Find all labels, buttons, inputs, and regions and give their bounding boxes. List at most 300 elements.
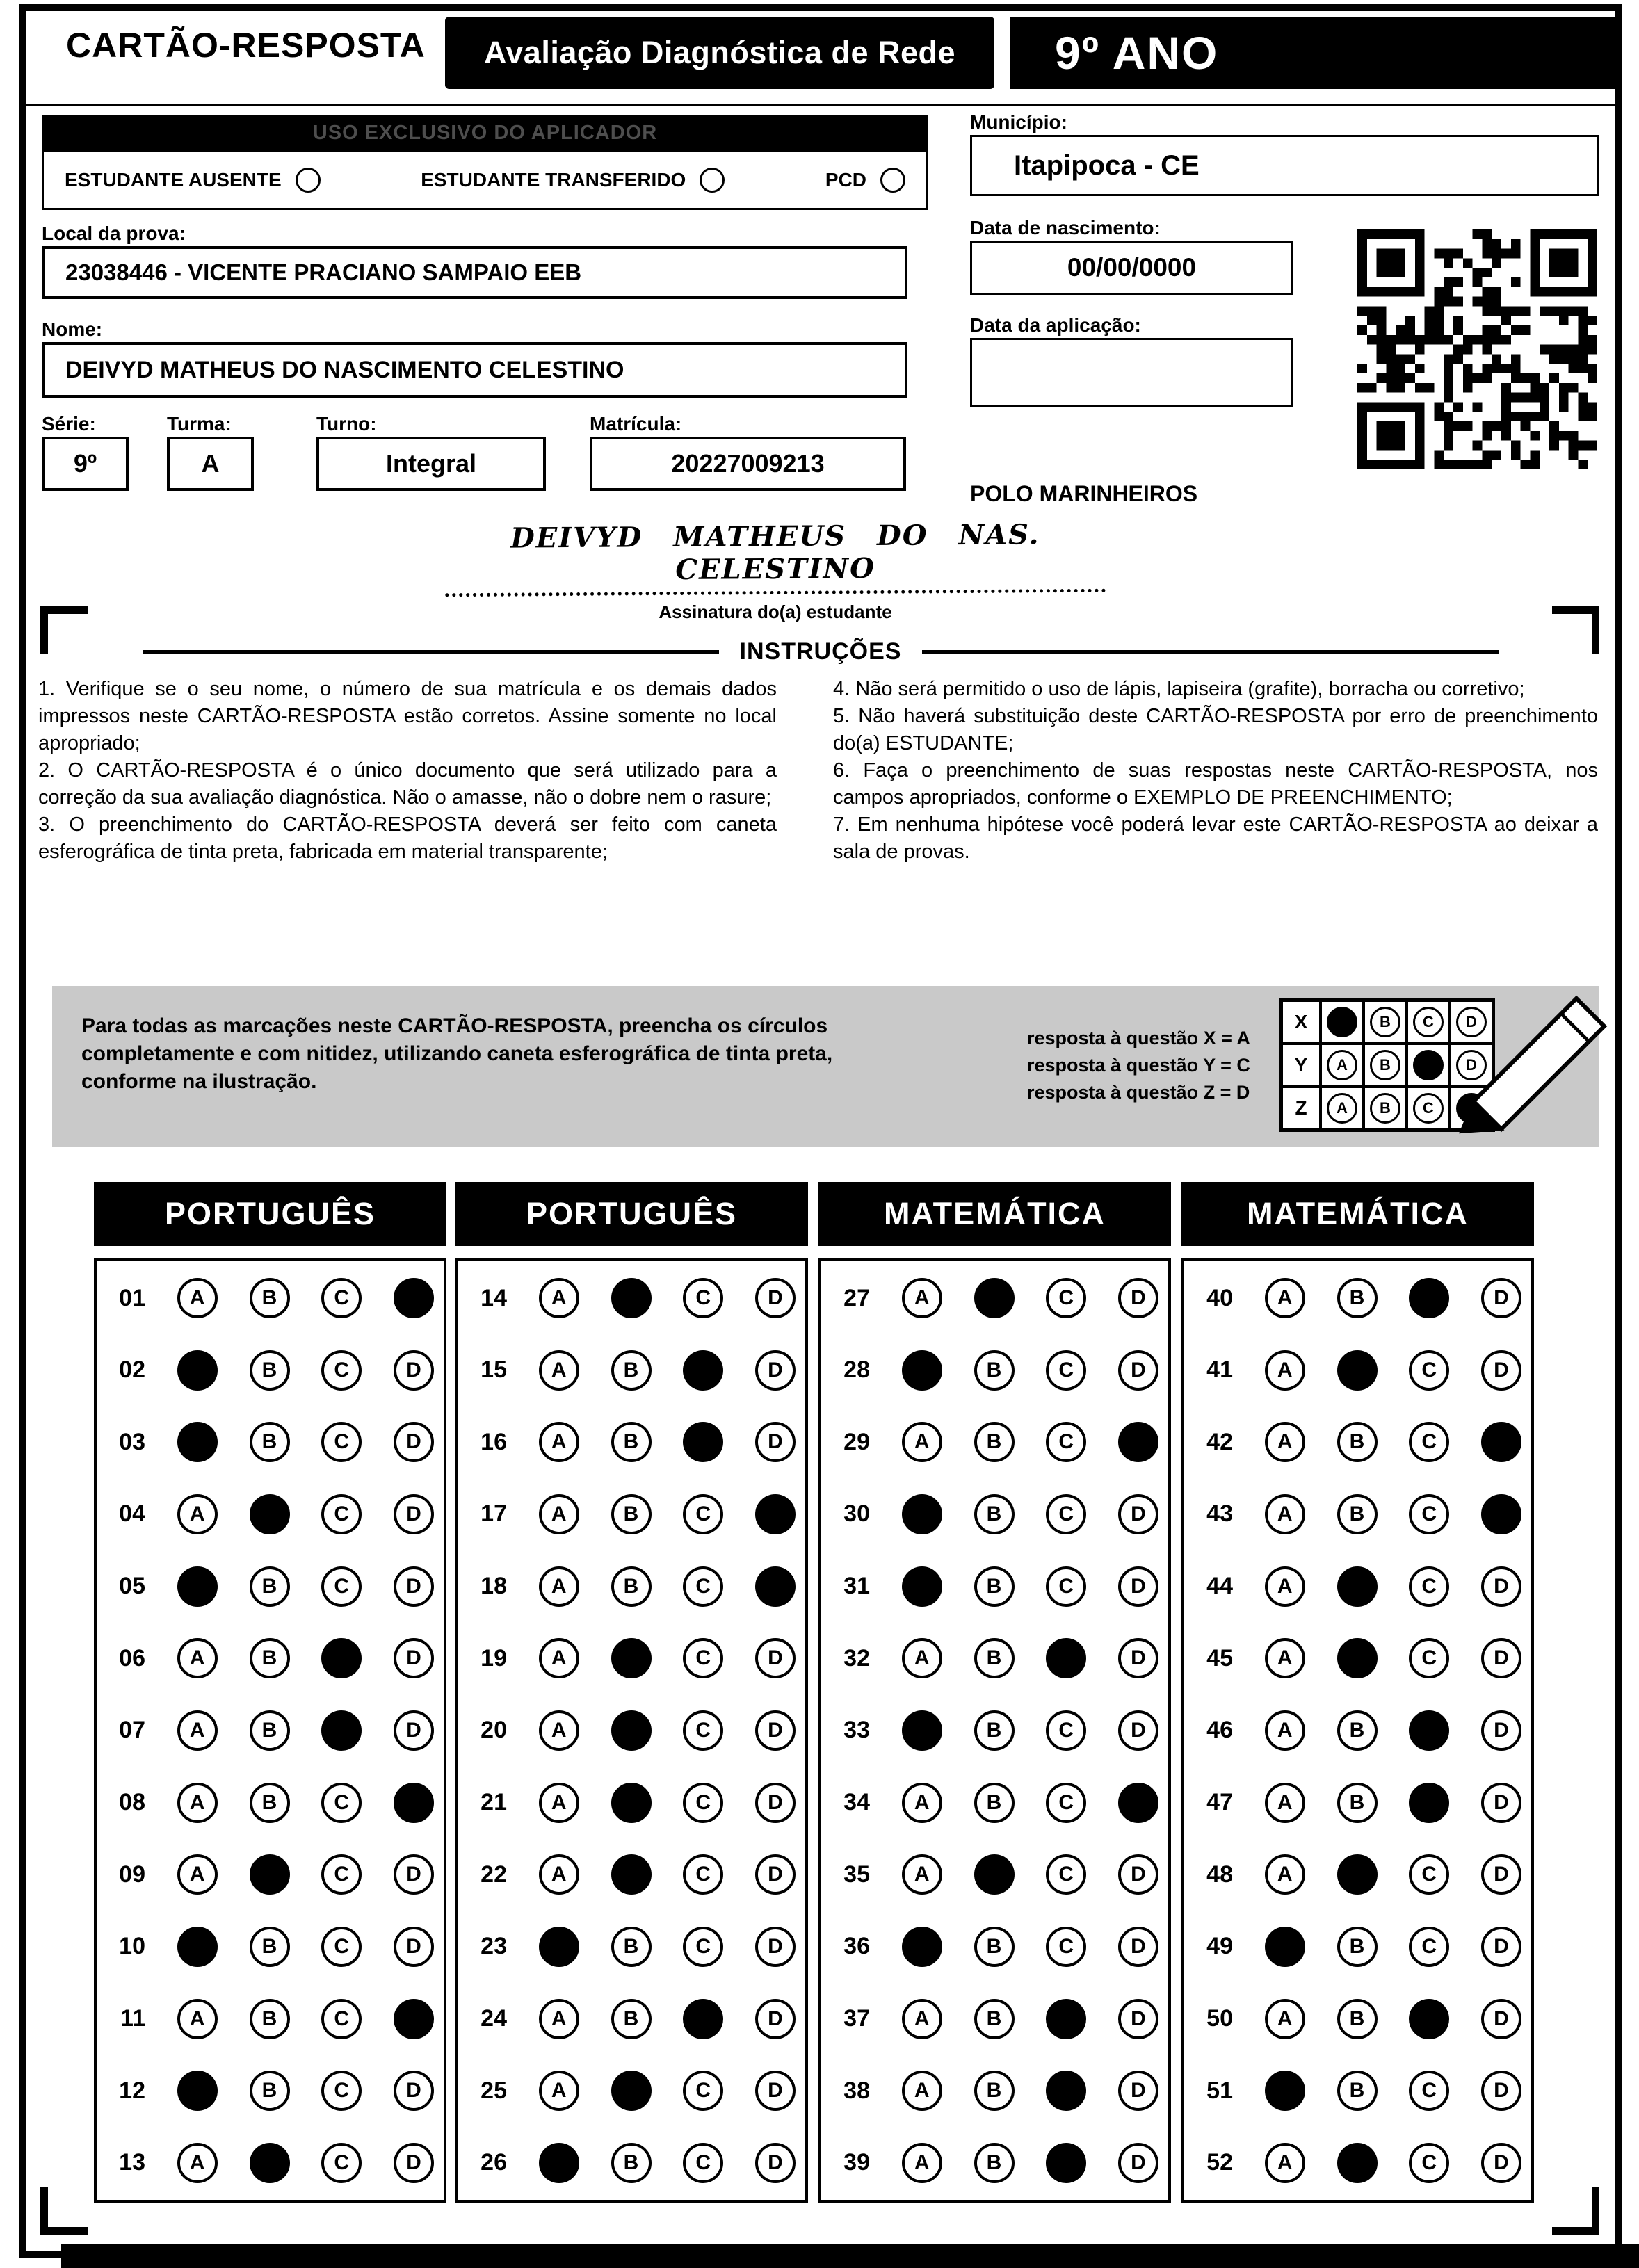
card-title: CARTÃO-RESPOSTA [66, 26, 426, 65]
aplicacao-label: Data da aplicação: [970, 314, 1141, 336]
bubble-47-B[interactable]: B [1337, 1783, 1378, 1823]
qr-code [1357, 229, 1597, 469]
bubble-37-C[interactable] [1046, 1999, 1086, 2039]
bubble-10-B[interactable]: B [250, 1927, 290, 1967]
bubble-48-C[interactable]: C [1409, 1854, 1449, 1895]
bubble-21-A[interactable]: A [539, 1783, 579, 1823]
question-row-27 [831, 1278, 1158, 1318]
question-number-46: 46 [1206, 1717, 1233, 1744]
bubble-29-B[interactable]: B [974, 1422, 1015, 1462]
instructions-left-column [38, 676, 777, 866]
bubble-52-D[interactable]: D [1481, 2143, 1521, 2183]
bubble-05-A[interactable] [177, 1566, 218, 1607]
bubble-44-B[interactable] [1337, 1566, 1378, 1607]
bubble-14-B[interactable] [611, 1278, 652, 1318]
bubble-46-B[interactable]: B [1337, 1710, 1378, 1751]
bubble-13-D[interactable]: D [394, 2143, 434, 2183]
question-number-10: 10 [119, 1933, 145, 1960]
bubble-38-C[interactable] [1046, 2071, 1086, 2111]
bubble-11-B[interactable]: B [250, 1999, 290, 2039]
option-circle-ausente[interactable] [296, 168, 321, 193]
question-row-40 [1194, 1278, 1521, 1318]
bubble-37-A[interactable]: A [902, 1999, 942, 2039]
bubble-30-B[interactable]: B [974, 1494, 1015, 1534]
bubble-38-B[interactable]: B [974, 2071, 1015, 2111]
bubble-12-D[interactable]: D [394, 2071, 434, 2111]
section-header-matematica-1: MATEMÁTICA [818, 1182, 1171, 1246]
question-row-13 [106, 2143, 434, 2183]
question-row-02 [106, 1350, 434, 1391]
bubble-27-B[interactable] [974, 1278, 1015, 1318]
option-circle-transferido[interactable] [700, 168, 725, 193]
question-number-19: 19 [481, 1644, 507, 1671]
question-row-24 [468, 1999, 796, 2039]
bubble-14-D[interactable]: D [755, 1278, 796, 1318]
bubble-21-C[interactable]: C [683, 1783, 723, 1823]
question-number-25: 25 [481, 2077, 507, 2104]
answer-section-matematica-1 [818, 1182, 1171, 2203]
bubble-01-D[interactable] [394, 1278, 434, 1318]
question-row-52 [1194, 2143, 1521, 2183]
bubble-05-B[interactable]: B [250, 1566, 290, 1607]
bubble-31-A[interactable] [902, 1566, 942, 1607]
question-row-01 [106, 1278, 434, 1318]
bubble-07-D[interactable]: D [394, 1710, 434, 1751]
bubble-32-A[interactable]: A [902, 1638, 942, 1678]
bubble-41-A[interactable]: A [1265, 1350, 1305, 1391]
option-label-ausente: ESTUDANTE AUSENTE [65, 169, 282, 191]
bubble-39-D[interactable]: D [1118, 2143, 1158, 2183]
bubble-31-C[interactable]: C [1046, 1566, 1086, 1607]
question-row-25 [468, 2071, 796, 2111]
bubble-27-A[interactable]: A [902, 1278, 942, 1318]
turno-label: Turno: [316, 413, 377, 435]
bubble-07-C[interactable] [321, 1710, 362, 1751]
question-number-39: 39 [843, 2149, 870, 2176]
question-row-07 [106, 1710, 434, 1751]
bubble-16-B[interactable]: B [611, 1422, 652, 1462]
question-number-22: 22 [481, 1861, 507, 1888]
bubble-04-D[interactable]: D [394, 1494, 434, 1534]
bubble-30-D[interactable]: D [1118, 1494, 1158, 1534]
bubble-40-C[interactable] [1409, 1278, 1449, 1318]
bubble-28-D[interactable]: D [1118, 1350, 1158, 1391]
bubble-24-B[interactable]: B [611, 1999, 652, 2039]
bubble-08-A[interactable]: A [177, 1783, 218, 1823]
bubble-07-A[interactable]: A [177, 1710, 218, 1751]
bubble-15-A[interactable]: A [539, 1350, 579, 1391]
question-number-18: 18 [481, 1573, 507, 1600]
bubble-17-D[interactable] [755, 1494, 796, 1534]
bubble-35-D[interactable]: D [1118, 1854, 1158, 1895]
bubble-26-A[interactable] [539, 2143, 579, 2183]
bubble-22-B[interactable] [611, 1854, 652, 1895]
bubble-17-A[interactable]: A [539, 1494, 579, 1534]
serie-label: Série: [42, 413, 96, 435]
bubble-39-A[interactable]: A [902, 2143, 942, 2183]
bubble-52-C[interactable]: C [1409, 2143, 1449, 2183]
question-row-45 [1194, 1638, 1521, 1678]
bubble-40-B[interactable]: B [1337, 1278, 1378, 1318]
example-key-z: resposta à questão Z = D [1027, 1082, 1250, 1103]
bubble-27-D[interactable]: D [1118, 1278, 1158, 1318]
bubble-20-D[interactable]: D [755, 1710, 796, 1751]
bubble-45-A[interactable]: A [1265, 1638, 1305, 1678]
bubble-43-B[interactable]: B [1337, 1494, 1378, 1534]
question-row-33 [831, 1710, 1158, 1751]
bubble-22-D[interactable]: D [755, 1854, 796, 1895]
bubble-03-C[interactable]: C [321, 1422, 362, 1462]
question-row-26 [468, 2143, 796, 2183]
option-circle-pcd[interactable] [880, 168, 905, 193]
bubble-43-D[interactable] [1481, 1494, 1521, 1534]
question-row-04 [106, 1494, 434, 1534]
bubble-25-A[interactable]: A [539, 2071, 579, 2111]
bubble-47-C[interactable] [1409, 1783, 1449, 1823]
bubble-16-A[interactable]: A [539, 1422, 579, 1462]
question-row-08 [106, 1783, 434, 1823]
bubble-18-C[interactable]: C [683, 1566, 723, 1607]
example-bubble-X-D: D [1450, 1001, 1493, 1044]
section-body-portugues-1 [94, 1258, 446, 2203]
signature-caption: Assinatura do(a) estudante [659, 601, 892, 622]
answer-section-portugues-1 [94, 1182, 446, 2203]
bubble-30-C[interactable]: C [1046, 1494, 1086, 1534]
bubble-36-B[interactable]: B [974, 1927, 1015, 1967]
bubble-32-D[interactable]: D [1118, 1638, 1158, 1678]
question-row-18 [468, 1566, 796, 1607]
bubble-19-A[interactable]: A [539, 1638, 579, 1678]
bubble-42-D[interactable] [1481, 1422, 1521, 1462]
question-row-36 [831, 1927, 1158, 1967]
question-number-23: 23 [481, 1933, 507, 1960]
corner-bracket-top-right [1552, 606, 1599, 654]
bubble-06-C[interactable] [321, 1638, 362, 1678]
bubble-25-D[interactable]: D [755, 2071, 796, 2111]
bubble-47-D[interactable]: D [1481, 1783, 1521, 1823]
example-bubble-Z-B: B [1364, 1087, 1407, 1130]
bubble-25-C[interactable]: C [683, 2071, 723, 2111]
bubble-04-B[interactable] [250, 1494, 290, 1534]
bubble-46-A[interactable]: A [1265, 1710, 1305, 1751]
bubble-09-B[interactable] [250, 1854, 290, 1895]
question-row-39 [831, 2143, 1158, 2183]
instructions-title-row [143, 638, 1499, 665]
bubble-49-B[interactable]: B [1337, 1927, 1378, 1967]
section-header-portugues-1: PORTUGUÊS [94, 1182, 446, 1246]
bubble-48-A[interactable]: A [1265, 1854, 1305, 1895]
bubble-28-C[interactable]: C [1046, 1350, 1086, 1391]
question-number-14: 14 [481, 1284, 507, 1311]
bubble-29-C[interactable]: C [1046, 1422, 1086, 1462]
bubble-08-C[interactable]: C [321, 1783, 362, 1823]
bubble-14-A[interactable]: A [539, 1278, 579, 1318]
question-number-06: 06 [119, 1644, 145, 1671]
bubble-38-A[interactable]: A [902, 2071, 942, 2111]
bubble-26-C[interactable]: C [683, 2143, 723, 2183]
turma-value: A [167, 437, 254, 491]
question-number-08: 08 [119, 1789, 145, 1816]
bubble-42-C[interactable]: C [1409, 1422, 1449, 1462]
bubble-33-A[interactable] [902, 1710, 942, 1751]
question-number-30: 30 [843, 1500, 870, 1528]
bubble-24-A[interactable]: A [539, 1999, 579, 2039]
bubble-11-A[interactable]: A [177, 1999, 218, 2039]
bubble-52-A[interactable]: A [1265, 2143, 1305, 2183]
bubble-35-B[interactable] [974, 1854, 1015, 1895]
bubble-06-A[interactable]: A [177, 1638, 218, 1678]
bubble-05-C[interactable]: C [321, 1566, 362, 1607]
bubble-26-D[interactable]: D [755, 2143, 796, 2183]
bubble-25-B[interactable] [611, 2071, 652, 2111]
question-number-27: 27 [843, 1284, 870, 1311]
bubble-49-C[interactable]: C [1409, 1927, 1449, 1967]
bubble-10-A[interactable] [177, 1927, 218, 1967]
bubble-37-B[interactable]: B [974, 1999, 1015, 2039]
bubble-24-D[interactable]: D [755, 1999, 796, 2039]
matricula-label: Matrícula: [590, 413, 682, 435]
bubble-49-D[interactable]: D [1481, 1927, 1521, 1967]
bubble-05-D[interactable]: D [394, 1566, 434, 1607]
bubble-28-B[interactable]: B [974, 1350, 1015, 1391]
bubble-20-B[interactable] [611, 1710, 652, 1751]
aplicador-options-box [42, 150, 928, 210]
bubble-44-D[interactable]: D [1481, 1566, 1521, 1607]
bubble-45-C[interactable]: C [1409, 1638, 1449, 1678]
bubble-41-D[interactable]: D [1481, 1350, 1521, 1391]
bubble-01-C[interactable]: C [321, 1278, 362, 1318]
bubble-52-B[interactable] [1337, 2143, 1378, 2183]
bubble-27-C[interactable]: C [1046, 1278, 1086, 1318]
bubble-20-A[interactable]: A [539, 1710, 579, 1751]
instruction-item-6: 6. Faça o preenchimento de suas respostas neste CARTÃO-RESPOSTA, nos campos apropriados, conforme o EXEMPLO DE PREENCHIMENTO; [833, 759, 1598, 809]
bubble-39-C[interactable] [1046, 2143, 1086, 2183]
bubble-17-B[interactable]: B [611, 1494, 652, 1534]
grade-banner: 9º ANO [1010, 17, 1615, 89]
aplicacao-value[interactable] [970, 338, 1293, 407]
bubble-36-D[interactable]: D [1118, 1927, 1158, 1967]
question-row-03 [106, 1422, 434, 1462]
question-number-24: 24 [481, 2005, 507, 2032]
bubble-51-C[interactable]: C [1409, 2071, 1449, 2111]
nascimento-label: Data de nascimento: [970, 217, 1161, 238]
bubble-43-A[interactable]: A [1265, 1494, 1305, 1534]
bubble-33-B[interactable]: B [974, 1710, 1015, 1751]
bubble-26-B[interactable]: B [611, 2143, 652, 2183]
bubble-09-C[interactable]: C [321, 1854, 362, 1895]
serie-value: 9º [42, 437, 129, 491]
bubble-33-C[interactable]: C [1046, 1710, 1086, 1751]
bubble-31-B[interactable]: B [974, 1566, 1015, 1607]
bubble-33-D[interactable]: D [1118, 1710, 1158, 1751]
example-bubble-Z-C: C [1407, 1087, 1450, 1130]
bubble-24-C[interactable] [683, 1999, 723, 2039]
bubble-50-D[interactable]: D [1481, 1999, 1521, 2039]
question-row-15 [468, 1350, 796, 1391]
bubble-04-A[interactable]: A [177, 1494, 218, 1534]
bubble-43-C[interactable]: C [1409, 1494, 1449, 1534]
example-row-label-Z: Z [1282, 1087, 1321, 1130]
bubble-18-D[interactable] [755, 1566, 796, 1607]
bubble-46-C[interactable] [1409, 1710, 1449, 1751]
bubble-13-C[interactable]: C [321, 2143, 362, 2183]
bubble-10-D[interactable]: D [394, 1927, 434, 1967]
bubble-02-B[interactable]: B [250, 1350, 290, 1391]
bubble-41-B[interactable] [1337, 1350, 1378, 1391]
bubble-34-A[interactable]: A [902, 1783, 942, 1823]
example-row-label-Y: Y [1282, 1044, 1321, 1087]
bubble-06-B[interactable]: B [250, 1638, 290, 1678]
question-row-23 [468, 1927, 796, 1967]
bubble-15-B[interactable]: B [611, 1350, 652, 1391]
bubble-32-C[interactable] [1046, 1638, 1086, 1678]
bubble-01-B[interactable]: B [250, 1278, 290, 1318]
instructions-right-column [833, 676, 1598, 866]
bubble-09-D[interactable]: D [394, 1854, 434, 1895]
bubble-44-A[interactable]: A [1265, 1566, 1305, 1607]
question-number-03: 03 [119, 1428, 145, 1455]
bubble-19-C[interactable]: C [683, 1638, 723, 1678]
bubble-18-A[interactable]: A [539, 1566, 579, 1607]
bubble-02-D[interactable]: D [394, 1350, 434, 1391]
example-key-x: resposta à questão X = A [1027, 1028, 1250, 1048]
bubble-11-D[interactable] [394, 1999, 434, 2039]
bubble-12-A[interactable] [177, 2071, 218, 2111]
bubble-50-A[interactable]: A [1265, 1999, 1305, 2039]
question-row-42 [1194, 1422, 1521, 1462]
bubble-31-D[interactable]: D [1118, 1566, 1158, 1607]
bubble-35-C[interactable]: C [1046, 1854, 1086, 1895]
question-row-49 [1194, 1927, 1521, 1967]
instruction-item-5: 5. Não haverá substituição deste CARTÃO-RESPOSTA por erro de preenchimento do(a) ESTUDANTE; [833, 705, 1598, 754]
bubble-45-B[interactable] [1337, 1638, 1378, 1678]
question-number-29: 29 [843, 1428, 870, 1455]
example-bubble-Y-A: A [1321, 1044, 1364, 1087]
bubble-49-A[interactable] [1265, 1927, 1305, 1967]
bubble-01-A[interactable]: A [177, 1278, 218, 1318]
bubble-39-B[interactable]: B [974, 2143, 1015, 2183]
option-label-transferido: ESTUDANTE TRANSFERIDO [421, 169, 686, 191]
question-row-47 [1194, 1783, 1521, 1823]
bubble-02-A[interactable] [177, 1350, 218, 1391]
bubble-16-D[interactable]: D [755, 1422, 796, 1462]
bubble-03-A[interactable] [177, 1422, 218, 1462]
bubble-47-A[interactable]: A [1265, 1783, 1305, 1823]
bubble-11-C[interactable]: C [321, 1999, 362, 2039]
bubble-23-C[interactable]: C [683, 1927, 723, 1967]
bubble-09-A[interactable]: A [177, 1854, 218, 1895]
bubble-40-A[interactable]: A [1265, 1278, 1305, 1318]
bubble-51-B[interactable]: B [1337, 2071, 1378, 2111]
bubble-36-A[interactable] [902, 1927, 942, 1967]
bubble-28-A[interactable] [902, 1350, 942, 1391]
bubble-21-B[interactable] [611, 1783, 652, 1823]
bubble-51-A[interactable] [1265, 2071, 1305, 2111]
question-number-36: 36 [843, 1933, 870, 1960]
bubble-40-D[interactable]: D [1481, 1278, 1521, 1318]
bubble-42-B[interactable]: B [1337, 1422, 1378, 1462]
bubble-20-C[interactable]: C [683, 1710, 723, 1751]
bubble-04-C[interactable]: C [321, 1494, 362, 1534]
bubble-16-C[interactable] [683, 1422, 723, 1462]
question-number-38: 38 [843, 2077, 870, 2104]
bubble-07-B[interactable]: B [250, 1710, 290, 1751]
bubble-08-D[interactable] [394, 1783, 434, 1823]
bubble-22-A[interactable]: A [539, 1854, 579, 1895]
example-bubble-Y-B: B [1364, 1044, 1407, 1087]
bubble-17-C[interactable]: C [683, 1494, 723, 1534]
bubble-14-C[interactable]: C [683, 1278, 723, 1318]
bubble-13-B[interactable] [250, 2143, 290, 2183]
bubble-13-A[interactable]: A [177, 2143, 218, 2183]
bubble-19-B[interactable] [611, 1638, 652, 1678]
question-row-06 [106, 1638, 434, 1678]
bubble-29-D[interactable] [1118, 1422, 1158, 1462]
bubble-03-B[interactable]: B [250, 1422, 290, 1462]
answer-section-portugues-2 [455, 1182, 808, 2203]
question-number-02: 02 [119, 1356, 145, 1384]
bubble-35-A[interactable]: A [902, 1854, 942, 1895]
bubble-19-D[interactable]: D [755, 1638, 796, 1678]
bubble-32-B[interactable]: B [974, 1638, 1015, 1678]
question-number-31: 31 [843, 1573, 870, 1600]
bubble-15-D[interactable]: D [755, 1350, 796, 1391]
bubble-23-A[interactable] [539, 1927, 579, 1967]
bubble-51-D[interactable]: D [1481, 2071, 1521, 2111]
bubble-12-B[interactable]: B [250, 2071, 290, 2111]
bubble-10-C[interactable]: C [321, 1927, 362, 1967]
local-label: Local da prova: [42, 222, 186, 244]
question-number-17: 17 [481, 1500, 507, 1528]
bubble-22-C[interactable]: C [683, 1854, 723, 1895]
bubble-08-B[interactable]: B [250, 1783, 290, 1823]
bubble-29-A[interactable]: A [902, 1422, 942, 1462]
bubble-21-D[interactable]: D [755, 1783, 796, 1823]
question-number-21: 21 [481, 1789, 507, 1816]
bubble-45-D[interactable]: D [1481, 1638, 1521, 1678]
bubble-36-C[interactable]: C [1046, 1927, 1086, 1967]
bubble-12-C[interactable]: C [321, 2071, 362, 2111]
bubble-23-B[interactable]: B [611, 1927, 652, 1967]
section-body-matematica-1 [818, 1258, 1171, 2203]
bubble-34-B[interactable]: B [974, 1783, 1015, 1823]
bubble-23-D[interactable]: D [755, 1927, 796, 1967]
bubble-02-C[interactable]: C [321, 1350, 362, 1391]
bubble-46-D[interactable]: D [1481, 1710, 1521, 1751]
bubble-06-D[interactable]: D [394, 1638, 434, 1678]
bubble-38-D[interactable]: D [1118, 2071, 1158, 2111]
question-row-46 [1194, 1710, 1521, 1751]
bubble-34-D[interactable] [1118, 1783, 1158, 1823]
bubble-15-C[interactable] [683, 1350, 723, 1391]
bubble-44-C[interactable]: C [1409, 1566, 1449, 1607]
bubble-03-D[interactable]: D [394, 1422, 434, 1462]
instruction-item-7: 7. Em nenhuma hipótese você poderá levar este CARTÃO-RESPOSTA ao deixar a sala de provas. [833, 813, 1598, 863]
bubble-41-C[interactable]: C [1409, 1350, 1449, 1391]
bubble-48-D[interactable]: D [1481, 1854, 1521, 1895]
bubble-37-D[interactable]: D [1118, 1999, 1158, 2039]
bubble-50-C[interactable] [1409, 1999, 1449, 2039]
section-body-portugues-2 [455, 1258, 808, 2203]
bubble-50-B[interactable]: B [1337, 1999, 1378, 2039]
question-number-45: 45 [1206, 1644, 1233, 1671]
bubble-34-C[interactable]: C [1046, 1783, 1086, 1823]
bubble-30-A[interactable] [902, 1494, 942, 1534]
question-row-28 [831, 1350, 1158, 1391]
bubble-42-A[interactable]: A [1265, 1422, 1305, 1462]
bubble-18-B[interactable]: B [611, 1566, 652, 1607]
bubble-48-B[interactable] [1337, 1854, 1378, 1895]
